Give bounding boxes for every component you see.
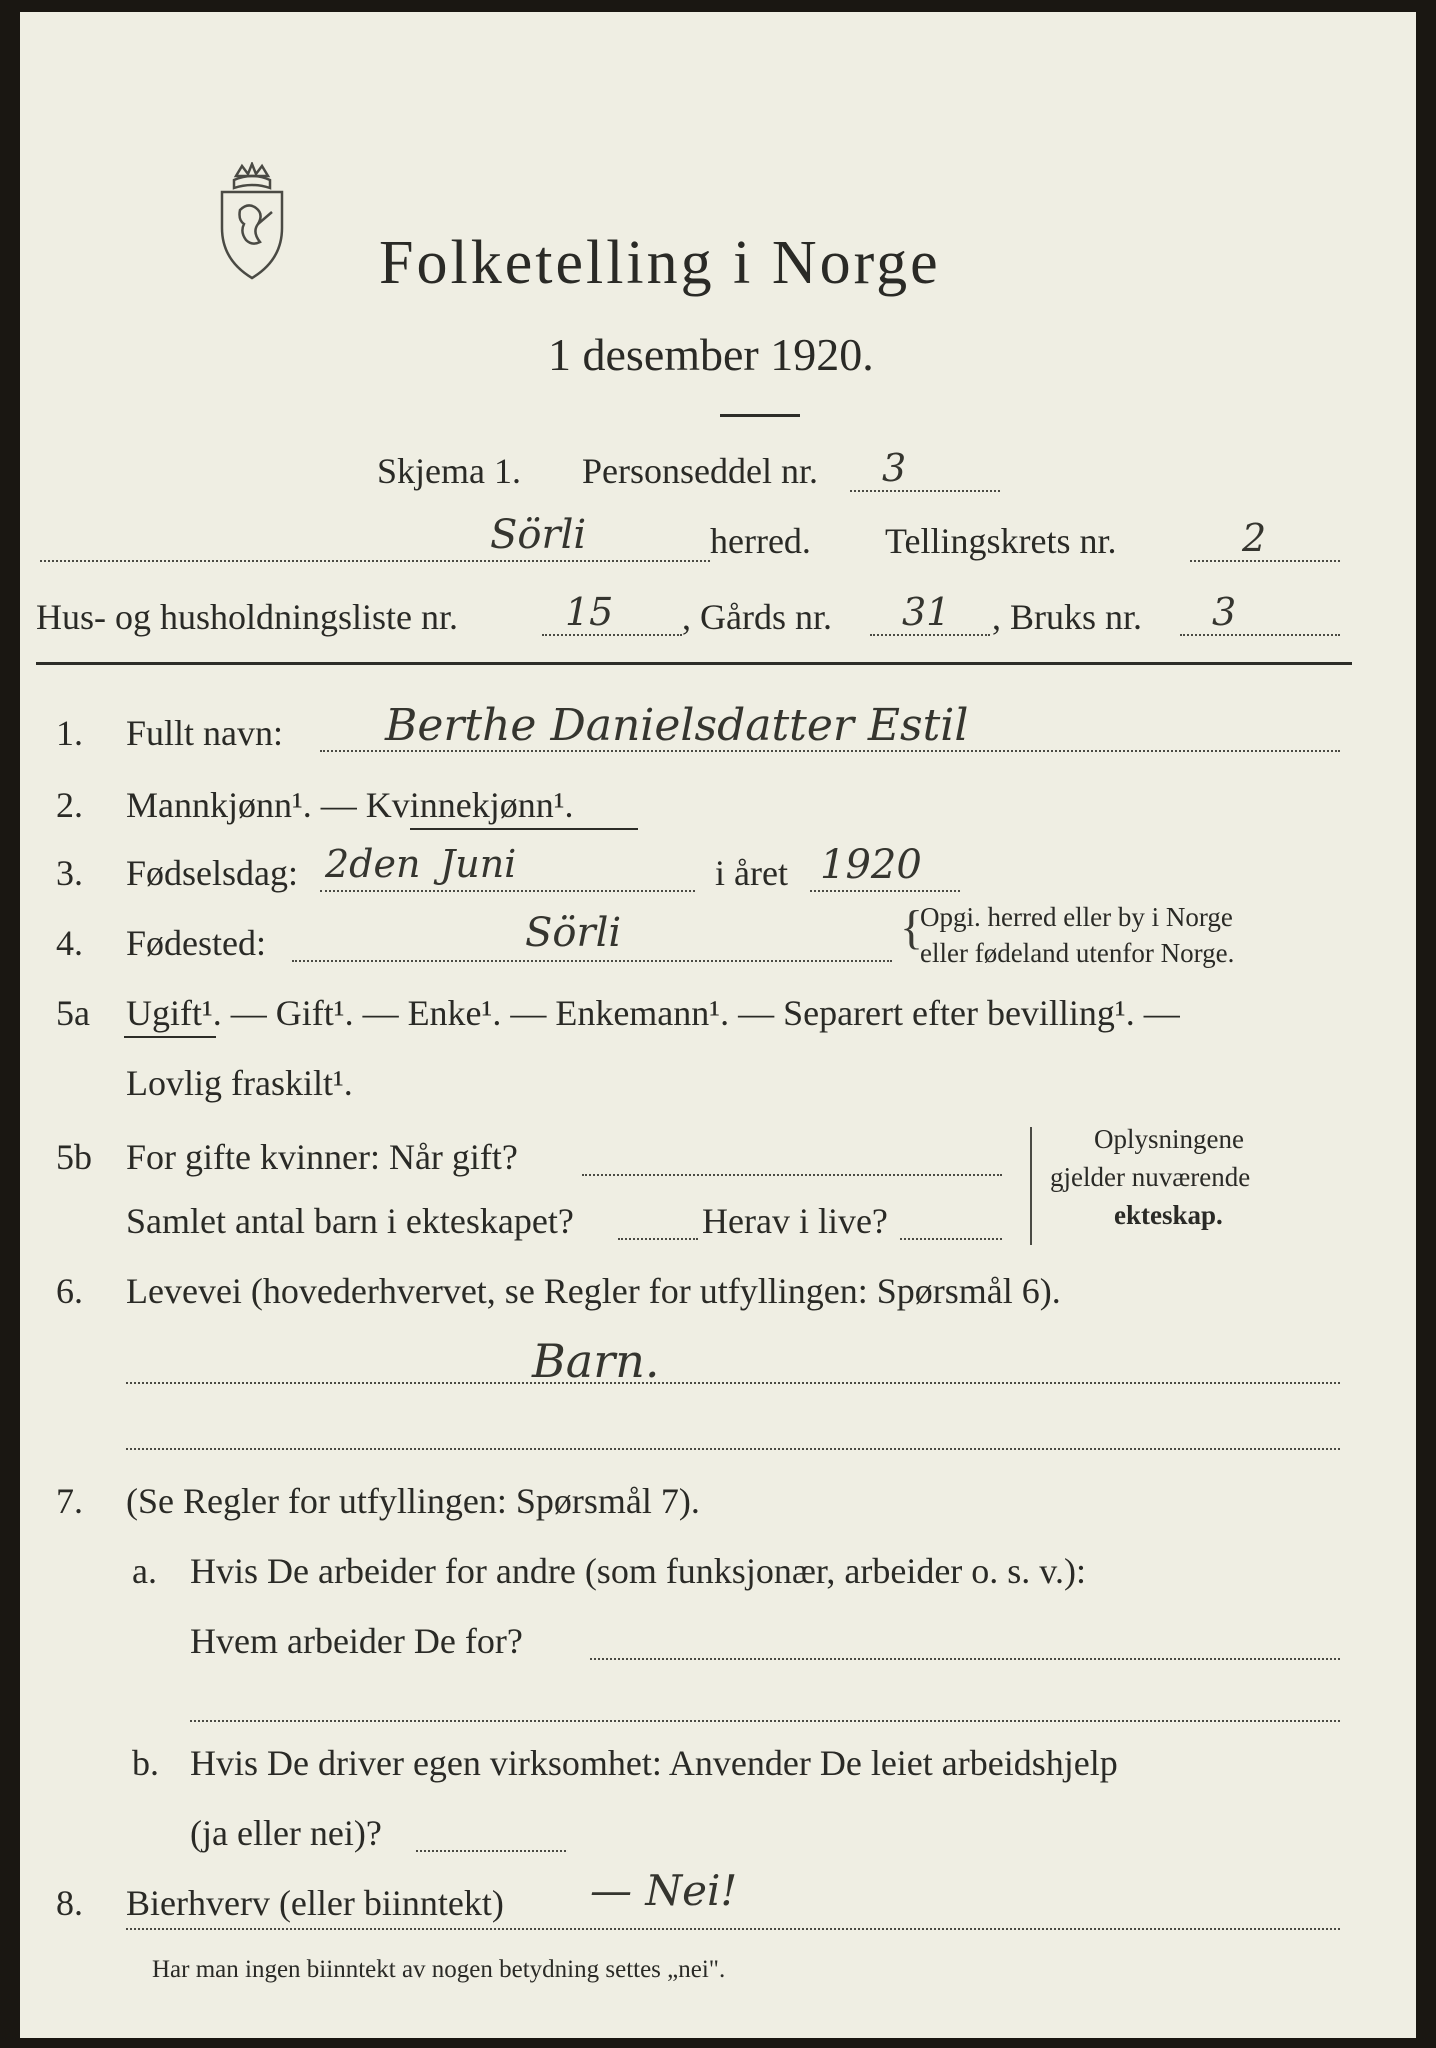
bruks-value[interactable]: 3 (1212, 590, 1237, 634)
year-label: i året (715, 853, 788, 893)
tellingskrets-value[interactable]: 2 (1242, 516, 1267, 560)
q7b-letter: b. (132, 1743, 159, 1783)
bruks-line (1180, 634, 1340, 636)
census-form (20, 12, 1416, 2038)
q7-number: 7. (56, 1481, 83, 1521)
side-income-line (126, 1928, 1340, 1930)
birth-month-value[interactable]: Juni (440, 842, 517, 886)
herred-value[interactable]: Sörli (490, 512, 587, 558)
q4-label: Fødested: (126, 923, 266, 963)
q6-number: 6. (56, 1271, 83, 1311)
herred-label: herred. (710, 521, 811, 561)
occupation-value[interactable]: Barn. (532, 1334, 660, 1388)
q5b-note-line1: Oplysningene (1094, 1124, 1244, 1154)
q5b-note-line2: gjelder nuværende (1050, 1162, 1251, 1192)
side-income-value[interactable]: — Nei! (590, 1866, 738, 1915)
tellingskrets-line (1190, 560, 1340, 562)
q5b-number: 5b (56, 1137, 92, 1177)
q1-label: Fullt navn: (126, 713, 284, 753)
footer-note: Har man ingen biinntekt av nogen betydning settes „nei". (152, 1956, 726, 1983)
occupation-line-2 (126, 1448, 1340, 1450)
marital-status-options-cont[interactable]: Lovlig fraskilt¹. (126, 1063, 353, 1103)
herred-line (40, 560, 710, 562)
q8-label: Bierhverv (eller biinntekt) (126, 1883, 504, 1923)
q5b-alive-label: Herav i live? (702, 1201, 888, 1241)
gards-line (870, 634, 990, 636)
bruks-label: , Bruks nr. (992, 597, 1143, 637)
tellingskrets-label: Tellingskrets nr. (885, 521, 1117, 561)
hus-value[interactable]: 15 (565, 590, 614, 634)
marital-status-options[interactable]: Ugift¹. — Gift¹. — Enke¹. — Enkemann¹. — Separert efter bevilling¹. — (126, 993, 1180, 1033)
gards-label: , Gårds nr. (682, 597, 832, 637)
q7b-text: Hvis De driver egen virksomhet: Anvender De leiet arbeidshjelp (190, 1743, 1118, 1783)
q5b-note-line3: ekteskap. (1114, 1200, 1223, 1230)
married-when-line (582, 1174, 1002, 1176)
title-divider (720, 414, 800, 417)
q4-note-line2: eller fødeland utenfor Norge. (920, 938, 1235, 968)
q4-number: 4. (56, 923, 83, 963)
alive-line (900, 1238, 1002, 1240)
hus-label: Hus- og husholdningsliste nr. (36, 597, 459, 637)
birth-year-value[interactable]: 1920 (820, 842, 922, 888)
q7a-question: Hvem arbeider De for? (190, 1621, 523, 1661)
q5a-number: 5a (56, 993, 90, 1033)
hus-line (542, 634, 682, 636)
q7-label: (Se Regler for utfyllingen: Spørsmål 7). (126, 1481, 700, 1521)
q1-number: 1. (56, 713, 83, 753)
q4-line (292, 960, 892, 962)
occupation-line-1 (126, 1382, 1340, 1384)
q7a-letter: a. (132, 1551, 157, 1591)
birth-day-value[interactable]: 2den (325, 842, 421, 886)
coat-of-arms-icon (212, 162, 292, 282)
year-line (810, 890, 960, 892)
census-date: 1 desember 1920. (548, 329, 874, 380)
q5b-married-label: For gifte kvinner: Når gift? (126, 1137, 518, 1177)
skjema-label: Skjema 1. (377, 451, 521, 491)
q6-label: Levevei (hovederhvervet, se Regler for utfyllingen: Spørsmål 6). (126, 1271, 1061, 1311)
q2-number: 2. (56, 785, 83, 825)
gender-options[interactable]: Mannkjønn¹. — Kvinnekjønn¹. (126, 785, 574, 825)
q3-line (320, 890, 695, 892)
ugift-underline (124, 1036, 216, 1038)
children-line (618, 1238, 698, 1240)
q7a-text: Hvis De arbeider for andre (som funksjonær, arbeider o. s. v.): (190, 1551, 1086, 1591)
q3-label: Fødselsdag: (126, 853, 299, 893)
q5b-note-bracket (1030, 1127, 1032, 1245)
gender-underline (410, 828, 638, 830)
birthplace-value[interactable]: Sörli (525, 910, 622, 956)
personseddel-value[interactable]: 3 (882, 446, 907, 490)
personseddel-line (850, 490, 1000, 492)
personseddel-label: Personseddel nr. (582, 451, 818, 491)
form-title: Folketelling i Norge (379, 229, 941, 297)
hired-help-line[interactable] (416, 1850, 566, 1852)
employer-line-2 (190, 1720, 1340, 1722)
note-brace: { (900, 901, 924, 954)
q4-note-line1: Opgi. herred eller by i Norge (920, 902, 1233, 932)
gards-value[interactable]: 31 (902, 590, 951, 634)
employer-line-1 (590, 1658, 1340, 1660)
q8-number: 8. (56, 1883, 83, 1923)
q5b-children-label: Samlet antal barn i ekteskapet? (126, 1201, 574, 1241)
full-name-value[interactable]: Berthe Danielsdatter Estil (385, 700, 969, 751)
section-divider (36, 662, 1352, 665)
q3-number: 3. (56, 853, 83, 893)
q7b-question: (ja eller nei)? (190, 1813, 382, 1853)
